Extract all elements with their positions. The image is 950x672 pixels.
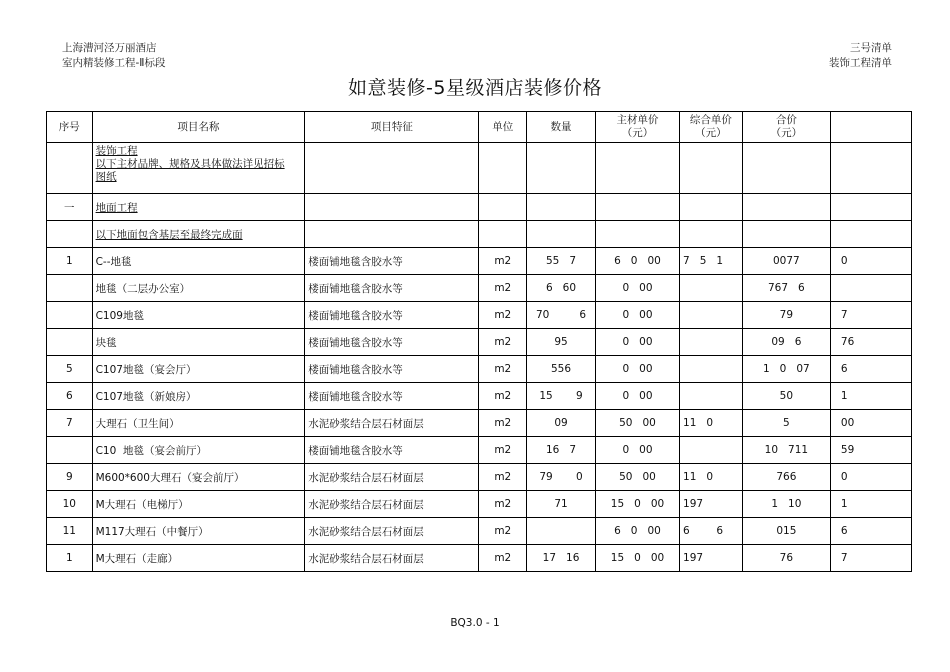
row-feature: 水泥砂浆结合层石材面层 bbox=[305, 545, 479, 572]
row-extra: 1 bbox=[830, 383, 911, 410]
row-unit: m2 bbox=[479, 491, 527, 518]
row-qty: 55 7 bbox=[527, 248, 596, 275]
table-row bbox=[47, 518, 912, 545]
section-decoration-note: 以下主材品牌、规格及具体做法详见招标 bbox=[95, 158, 285, 170]
row-unit-price bbox=[680, 383, 743, 410]
row-main-price: 15 0 00 bbox=[595, 491, 679, 518]
row-seq: 6 bbox=[47, 383, 93, 410]
col-unit-price bbox=[680, 112, 743, 143]
row-unit-price: 11 0 bbox=[680, 410, 743, 437]
row-seq: 10 bbox=[47, 491, 93, 518]
col-qty: 数量 bbox=[527, 112, 596, 143]
row-feature: 楼面铺地毯含胶水等 bbox=[305, 302, 479, 329]
row-name: C--地毯 bbox=[92, 248, 305, 275]
row-unit-price: 197 bbox=[680, 545, 743, 572]
row-feature: 楼面铺地毯含胶水等 bbox=[305, 329, 479, 356]
row-unit: m2 bbox=[479, 383, 527, 410]
table-row bbox=[47, 383, 912, 410]
row-name: M600*600大理石（宴会前厅） bbox=[92, 464, 305, 491]
row-unit: m2 bbox=[479, 437, 527, 464]
row-feature: 楼面铺地毯含胶水等 bbox=[305, 356, 479, 383]
row-total: 09 6 bbox=[742, 329, 830, 356]
row-qty: 556 bbox=[527, 356, 596, 383]
row-name: M大理石（电梯厅） bbox=[92, 491, 305, 518]
row-feature: 楼面铺地毯含胶水等 bbox=[305, 383, 479, 410]
row-name: C107地毯（新娘房） bbox=[92, 383, 305, 410]
row-main-price: 6 0 00 bbox=[595, 518, 679, 545]
section-floor-seq: 一 bbox=[47, 194, 93, 221]
row-name: C109地毯 bbox=[92, 302, 305, 329]
row-unit-price: 11 0 bbox=[680, 464, 743, 491]
row-qty: 09 bbox=[527, 410, 596, 437]
row-unit-price bbox=[680, 329, 743, 356]
row-seq: 11 bbox=[47, 518, 93, 545]
col-name: 项目名称 bbox=[92, 112, 305, 143]
row-main-price: 0 00 bbox=[595, 329, 679, 356]
row-seq bbox=[47, 437, 93, 464]
table-row bbox=[47, 410, 912, 437]
row-seq: 7 bbox=[47, 410, 93, 437]
section-decoration-title: 装饰工程 bbox=[95, 145, 138, 157]
row-main-price: 0 00 bbox=[595, 356, 679, 383]
row-total: 015 bbox=[742, 518, 830, 545]
table-row bbox=[47, 302, 912, 329]
row-unit: m2 bbox=[479, 464, 527, 491]
row-qty: 15 9 bbox=[527, 383, 596, 410]
col-unit-price-l1: 综合单价 bbox=[689, 114, 732, 126]
col-total bbox=[742, 112, 830, 143]
row-seq bbox=[47, 302, 93, 329]
table-row bbox=[47, 491, 912, 518]
row-main-price: 0 00 bbox=[595, 383, 679, 410]
section-decoration-note-2: 图纸 bbox=[95, 171, 117, 183]
row-total: 5 bbox=[742, 410, 830, 437]
row-extra: 6 bbox=[830, 518, 911, 545]
row-total: 10 711 bbox=[742, 437, 830, 464]
col-main-price bbox=[595, 112, 679, 143]
row-unit-price: 197 bbox=[680, 491, 743, 518]
row-total: 766 bbox=[742, 464, 830, 491]
row-unit-price: 7 5 1 bbox=[680, 248, 743, 275]
row-seq: 9 bbox=[47, 464, 93, 491]
row-main-price: 15 0 00 bbox=[595, 545, 679, 572]
row-seq: 1 bbox=[47, 248, 93, 275]
section-floor-note: 以下地面包含基层至最终完成面 bbox=[92, 221, 305, 248]
row-name: M大理石（走廊） bbox=[92, 545, 305, 572]
row-unit: m2 bbox=[479, 302, 527, 329]
bill-of-quantities-table bbox=[46, 111, 912, 572]
row-seq bbox=[47, 275, 93, 302]
row-name: 块毯 bbox=[92, 329, 305, 356]
section-floor-row bbox=[47, 194, 912, 221]
row-unit-price: 6 6 bbox=[680, 518, 743, 545]
row-main-price: 6 0 00 bbox=[595, 248, 679, 275]
row-unit-price bbox=[680, 437, 743, 464]
row-qty bbox=[527, 518, 596, 545]
row-total: 76 bbox=[742, 545, 830, 572]
row-name: C10 地毯（宴会前厅） bbox=[92, 437, 305, 464]
col-total-l1: 合价 bbox=[775, 114, 797, 126]
row-unit: m2 bbox=[479, 248, 527, 275]
row-total: 79 bbox=[742, 302, 830, 329]
row-extra: 7 bbox=[830, 302, 911, 329]
table-row bbox=[47, 248, 912, 275]
row-extra: 1 bbox=[830, 491, 911, 518]
row-qty: 95 bbox=[527, 329, 596, 356]
project-name: 上海漕河泾万丽酒店 bbox=[62, 42, 157, 54]
col-extra bbox=[830, 112, 911, 143]
row-unit: m2 bbox=[479, 275, 527, 302]
row-main-price: 50 00 bbox=[595, 464, 679, 491]
row-feature: 楼面铺地毯含胶水等 bbox=[305, 437, 479, 464]
row-extra: 0 bbox=[830, 248, 911, 275]
project-info bbox=[62, 41, 165, 71]
section-floor-title: 地面工程 bbox=[92, 194, 305, 221]
row-total: 50 bbox=[742, 383, 830, 410]
col-total-l2: （元） bbox=[770, 127, 803, 139]
row-feature: 水泥砂浆结合层石材面层 bbox=[305, 464, 479, 491]
page-title: 如意装修-5星级酒店装修价格 bbox=[348, 77, 602, 99]
section-decoration-row bbox=[47, 143, 912, 194]
row-feature: 水泥砂浆结合层石材面层 bbox=[305, 410, 479, 437]
row-total: 0077 bbox=[742, 248, 830, 275]
table-header-row bbox=[47, 112, 912, 143]
row-main-price: 50 00 bbox=[595, 410, 679, 437]
row-feature: 楼面铺地毯含胶水等 bbox=[305, 248, 479, 275]
row-name: 大理石（卫生间） bbox=[92, 410, 305, 437]
row-name: C107地毯（宴会厅） bbox=[92, 356, 305, 383]
row-qty: 6 60 bbox=[527, 275, 596, 302]
row-qty: 71 bbox=[527, 491, 596, 518]
row-total: 1 0 07 bbox=[742, 356, 830, 383]
table-row bbox=[47, 464, 912, 491]
row-qty: 17 16 bbox=[527, 545, 596, 572]
row-extra: 76 bbox=[830, 329, 911, 356]
row-unit-price bbox=[680, 356, 743, 383]
row-name: M117大理石（中餐厅） bbox=[92, 518, 305, 545]
row-name: 地毯（二层办公室） bbox=[92, 275, 305, 302]
section-decoration bbox=[92, 143, 305, 194]
section-floor-note-row bbox=[47, 221, 912, 248]
list-type: 装饰工程清单 bbox=[829, 57, 892, 69]
project-phase: 室内精装修工程-Ⅱ标段 bbox=[62, 57, 166, 69]
row-extra: 00 bbox=[830, 410, 911, 437]
row-main-price: 0 00 bbox=[595, 437, 679, 464]
col-main-price-l2: （元） bbox=[621, 127, 654, 139]
row-extra: 6 bbox=[830, 356, 911, 383]
row-feature: 水泥砂浆结合层石材面层 bbox=[305, 491, 479, 518]
page-number: BQ3.0 - 1 bbox=[450, 617, 500, 629]
row-qty: 79 0 bbox=[527, 464, 596, 491]
row-qty: 70 6 bbox=[527, 302, 596, 329]
row-unit: m2 bbox=[479, 545, 527, 572]
row-unit-price bbox=[680, 275, 743, 302]
row-seq: 5 bbox=[47, 356, 93, 383]
row-extra bbox=[830, 275, 911, 302]
table-row bbox=[47, 545, 912, 572]
col-unit: 单位 bbox=[479, 112, 527, 143]
col-main-price-l1: 主材单价 bbox=[616, 114, 659, 126]
row-total: 1 10 bbox=[742, 491, 830, 518]
row-extra: 59 bbox=[830, 437, 911, 464]
row-main-price: 0 00 bbox=[595, 275, 679, 302]
table-row bbox=[47, 275, 912, 302]
row-seq: 1 bbox=[47, 545, 93, 572]
row-qty: 16 7 bbox=[527, 437, 596, 464]
row-extra: 7 bbox=[830, 545, 911, 572]
table-row bbox=[47, 356, 912, 383]
row-extra: 0 bbox=[830, 464, 911, 491]
row-unit-price bbox=[680, 302, 743, 329]
row-main-price: 0 00 bbox=[595, 302, 679, 329]
row-seq bbox=[47, 329, 93, 356]
table-row bbox=[47, 329, 912, 356]
row-feature: 楼面铺地毯含胶水等 bbox=[305, 275, 479, 302]
table-row bbox=[47, 437, 912, 464]
col-seq: 序号 bbox=[47, 112, 93, 143]
row-unit: m2 bbox=[479, 518, 527, 545]
list-number: 三号清单 bbox=[850, 42, 892, 54]
col-unit-price-l2: （元） bbox=[695, 127, 727, 139]
row-unit: m2 bbox=[479, 356, 527, 383]
row-unit: m2 bbox=[479, 329, 527, 356]
row-total: 767 6 bbox=[742, 275, 830, 302]
row-unit: m2 bbox=[479, 410, 527, 437]
list-info bbox=[829, 41, 892, 71]
col-feature: 项目特征 bbox=[305, 112, 479, 143]
row-feature: 水泥砂浆结合层石材面层 bbox=[305, 518, 479, 545]
